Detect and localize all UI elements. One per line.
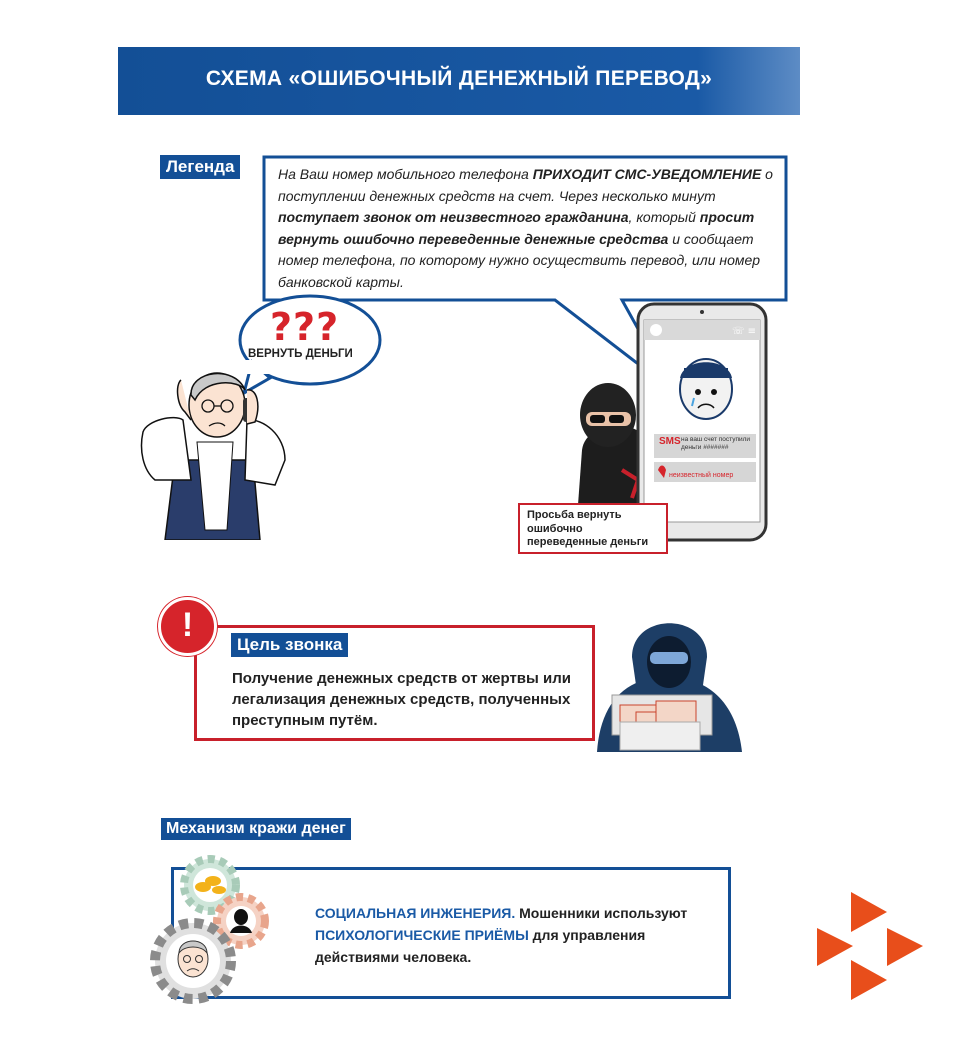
svg-text:☏ ≡: ☏ ≡ xyxy=(732,326,757,337)
question-marks: ??? xyxy=(270,305,340,349)
request-note-box xyxy=(518,503,668,554)
return-money-text: ВЕРНУТЬ ДЕНЬГИ xyxy=(248,348,353,360)
request-note-text: Просьба вернуть ошибочно переведенные деньги xyxy=(527,509,649,548)
page-title: СХЕМА «ОШИБОЧНЫЙ ДЕНЕЖНЫЙ ПЕРЕВОД» xyxy=(205,67,713,90)
goal-label: Цель звонка xyxy=(231,633,348,657)
brand-logo-icon xyxy=(815,890,925,1002)
gears-illustration xyxy=(143,853,273,1013)
mechanism-text: СОЦИАЛЬНАЯ ИНЖЕНЕРИЯ. Мошенники используют ПСИХОЛОГИЧЕСКИЕ ПРИЁМЫ для управления действиями человека. xyxy=(315,905,688,965)
sms-message: на ваш счет поступили деньги ####### xyxy=(681,436,751,451)
unknown-caller-text: неизвестный номер xyxy=(669,472,734,479)
alert-icon: ! xyxy=(158,597,217,656)
legend-label: Легенда xyxy=(160,155,240,179)
legend-text: На Ваш номер мобильного телефона ПРИХОДИТ СМС-УВЕДОМЛЕНИЕ о поступлении денежных средств на счет. Через несколько минут поступает звонок от неизвестного гражданина, который просит вернуть ошибочно переведенные денежные средства и сообщает номер телефона, по которому нужно осуществить перевод, или номер банковской карты. xyxy=(278,166,773,290)
hacker-money-illustration xyxy=(592,597,747,757)
elderly-man-illustration xyxy=(135,360,295,540)
sms-tag: SMS xyxy=(659,436,681,447)
goal-text: Получение денежных средств от жертвы или легализация денежных средств, полученных преступным путём. xyxy=(232,670,571,729)
mechanism-label: Механизм кражи денег xyxy=(161,818,351,840)
